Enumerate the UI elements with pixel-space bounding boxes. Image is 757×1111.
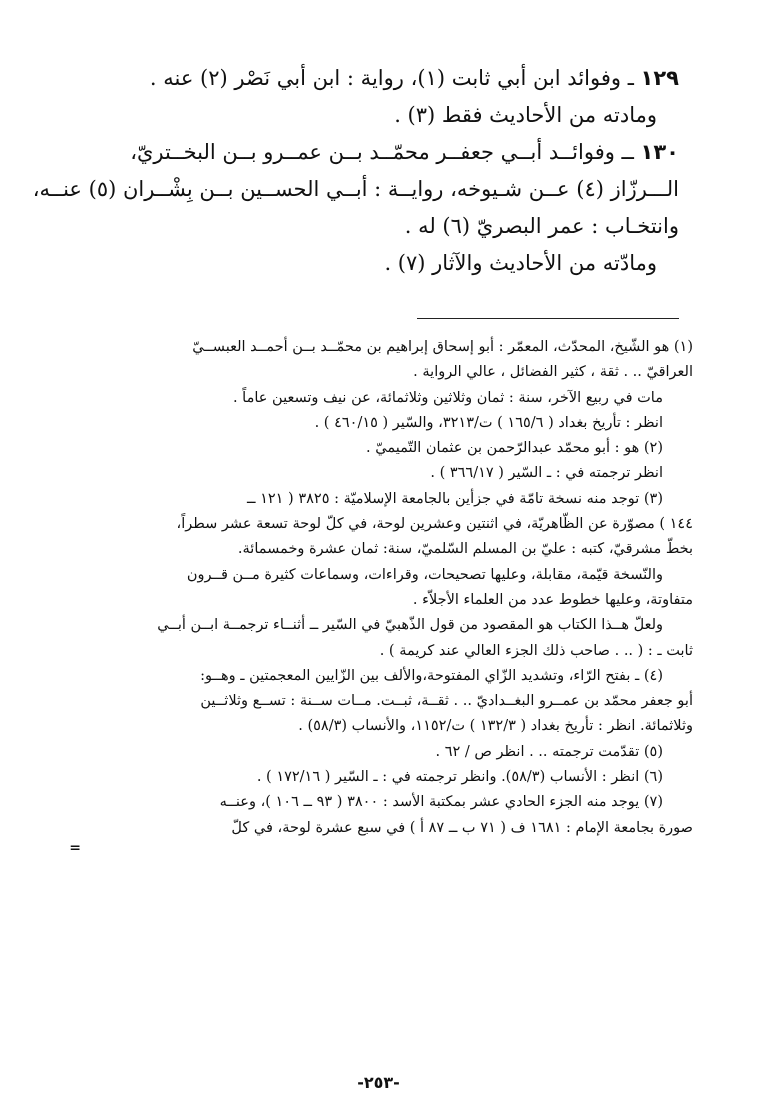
footnote-4-line-3: وثلاثمائة. انظر : تأريخ بغداد ( ١٣٢/٣ ) ت/١١٥٢، والأنساب (٥٨/٣) . — [298, 718, 693, 735]
footnote-4-line-2: أبو جعفر محمّد بن عمــرو البغــداديّ .. . ثقــة، ثبــت. مــات ســنة : تســع وثلاثــين — [200, 693, 693, 710]
entry-130-line-1 — [79, 134, 679, 171]
footnote-3-line-6: ولعلّ هــذا الكتاب هو المقصود من قول الذّهبيّ في السّير ــ أثنــاء ترجمــة ابــن أبــي — [157, 617, 663, 634]
footnote-3-line-2: ١٤٤ ) مصوّرة عن الظّاهريّة، في اثنتين وعشرين لوحة، في كلّ لوحة تسعة عشر سطراً، — [176, 516, 693, 533]
entry-129-text: ـ وفوائد ابن أبي ثابت (١)، رواية : ابن أبي نَصْر (٢) عنه . — [149, 66, 634, 90]
entry-129-number: ١٢٩ — [640, 66, 679, 90]
footnotes — [61, 335, 693, 855]
footnote-1-line-4: انظر : تأريخ بغداد ( ١٦٥/٦ ) ت/٣٢١٣، والسّير ( ٤٦٠/١٥ ) . — [314, 414, 663, 431]
footnote-3-line-1: (٣) توجد منه نسخة تامّة في جزأين بالجامعة الإسلاميّة : ٣٨٢٥ ( ١٢١ ــ — [246, 490, 663, 507]
continuation-mark: = — [69, 839, 81, 856]
footnote-2-line-2: انظر ترجمته في : ـ السّير ( ٣٦٦/١٧ ) . — [430, 465, 663, 482]
entry-129-line-1 — [79, 60, 679, 97]
entry-130-line-2: الـــرزّاز (٤) عــن شـيوخه، روايــة : أبــي الحســين بــن بِشْــران (٥) عنــه، — [32, 177, 679, 201]
page-number: -٢٥٣- — [357, 1073, 400, 1092]
footnote-3-line-5: متفاوتة، وعليها خطوط عدد من العلماء الأجلاّء . — [412, 591, 693, 608]
main-text — [32, 60, 679, 282]
entry-130-line-4: ومادّته من الأحاديث والآثار (٧) . — [384, 251, 657, 275]
footnote-2-line-1: (٢) هو : أبو محمّد عبدالرّحمن بن عثمان التّميميّ . — [366, 440, 663, 457]
footnote-7-line-1: (٧) يوجد منه الجزء الحادي عشر بمكتبة الأسد : ٣٨٠٠ ( ٩٣ ــ ١٠٦ )، وعنــه — [219, 794, 663, 811]
footnote-separator — [417, 318, 679, 319]
footnote-1-line-3: مات في ربيع الآخر، سنة : ثمان وثلاثين وثلاثمائة، عن نيف وتسعين عاماً . — [232, 389, 663, 406]
entry-129-line-2: ومادته من الأحاديث فقط (٣) . — [394, 103, 657, 127]
footnote-6-line-1: (٦) انظر : الأنساب (٥٨/٣). وانظر ترجمته في : ـ السّير ( ١٧٢/١٦ ) . — [256, 769, 663, 786]
entry-130-number: ١٣٠ — [640, 140, 679, 164]
footnote-7-line-2: صورة بجامعة الإمام : ١٦٨١ ف ( ٧١ ب ــ ٨٧ أ ) في سبع عشرة لوحة، في كلّ — [231, 819, 693, 836]
footnote-1-line-2: العراقيّ .. . ثقة ، كثير الفضائل ، عالي الرواية . — [413, 364, 693, 381]
footnote-3-line-7: ثابت ـ : ( .. . صاحب ذلك الجزء العالي عند كريمة ) . — [379, 642, 693, 659]
entry-130-line-3: وانتخـاب : عمر البصريّ (٦) له . — [404, 214, 679, 238]
footnote-3-line-3: بخطّ مشرقيّ، كتبه : عليّ بن المسلم السّلميّ، سنة: ثمان عشرة وخمسمائة. — [237, 541, 693, 558]
footnote-5-line-1: (٥) تقدّمت ترجمته .. . انظر ص / ٦٢ . — [435, 743, 663, 760]
footnote-1-line-1: (١) هو الشّيخ، المحدّث، المعمّر : أبو إسحاق إبراهيم بن محمّــد بــن أحمــد العبســيّ — [192, 339, 693, 355]
entry-130-text: ــ وفوائــد أبــي جعفــر محمّــد بــن عمــرو بــن البخــتريّ، — [130, 140, 634, 164]
footnote-3-line-4: والنّسخة قيّمة، مقابلة، وعليها تصحيحات، وقراءات، وسماعات كثيرة مــن قــرون — [186, 566, 663, 583]
footnote-4-line-1: (٤) ـ بفتح الرّاء، وتشديد الزّاي المفتوحة،والألف بين الزّايين المعجمتين ـ وهــو: — [200, 667, 663, 684]
